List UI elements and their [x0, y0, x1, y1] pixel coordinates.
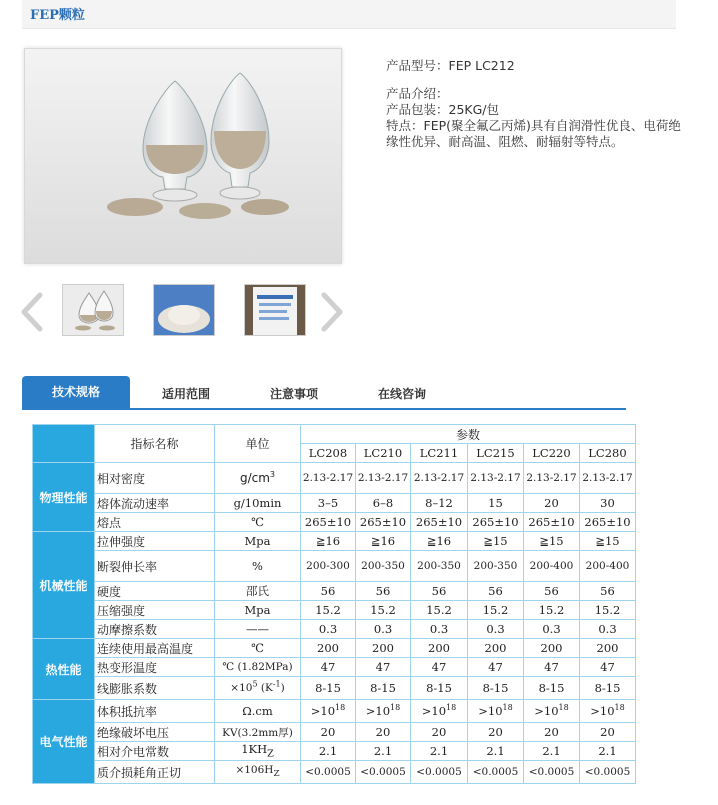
value-cell: 200-300 [301, 551, 356, 582]
row-name: 动摩擦系数 [95, 620, 215, 639]
value-cell: 8-15 [411, 677, 468, 700]
category-thermal: 热性能 [33, 639, 95, 700]
value-cell: 0.3 [411, 620, 468, 639]
model-header: LC280 [580, 444, 636, 463]
value-cell: 200 [524, 639, 580, 658]
value-cell: 2.1 [356, 742, 411, 761]
row-name: 熔体流动速率 [95, 494, 215, 513]
row-name: 相对密度 [95, 463, 215, 494]
header-name: 指标名称 [95, 425, 215, 463]
value-cell: 2.13-2.17 [411, 463, 468, 494]
row-name: 质介损耗角正切 [95, 761, 215, 784]
value-cell: 47 [356, 658, 411, 677]
tab-specs[interactable]: 技术规格 [22, 376, 130, 408]
value-cell: 2.1 [580, 742, 636, 761]
carousel-next-button[interactable] [320, 292, 344, 332]
category-physical: 物理性能 [33, 463, 95, 532]
tab-consult[interactable]: 在线咨询 [377, 387, 426, 401]
row-name: 体积抵抗率 [95, 700, 215, 723]
row-unit: ℃ [215, 639, 301, 658]
row-unit: —— [215, 620, 301, 639]
value-cell: 8–12 [411, 494, 468, 513]
row-name: 硬度 [95, 582, 215, 601]
row-name: 压缩强度 [95, 601, 215, 620]
value-cell: 20 [301, 723, 356, 742]
carousel-prev-button[interactable] [20, 292, 44, 332]
value-cell: 0.3 [356, 620, 411, 639]
model-header: LC210 [356, 444, 411, 463]
value-cell: ≧15 [524, 532, 580, 551]
tab-applications[interactable]: 适用范围 [161, 387, 210, 401]
value-cell: 200-400 [524, 551, 580, 582]
row-unit: ℃ [215, 513, 301, 532]
product-features: 特点：FEP(聚全氟乙丙烯)具有自润滑性优良、电荷绝缘性优异、耐高温、阻燃、耐辐射等特点。 [386, 118, 681, 149]
value-cell: 15.2 [524, 601, 580, 620]
value-cell: 2.13-2.17 [301, 463, 356, 494]
value-cell: 265±10 [356, 513, 411, 532]
value-cell: 200-350 [411, 551, 468, 582]
value-cell: <0.0005 [468, 761, 524, 784]
value-cell: 20 [524, 723, 580, 742]
value-cell: ≧16 [356, 532, 411, 551]
model-header: LC211 [411, 444, 468, 463]
chevron-right-icon [320, 292, 344, 332]
value-cell: 8-15 [580, 677, 636, 700]
header-corner [33, 425, 95, 463]
value-cell: 56 [524, 582, 580, 601]
value-cell: 0.3 [468, 620, 524, 639]
value-cell: 47 [411, 658, 468, 677]
value-cell: $>10^{18}$ [356, 700, 411, 723]
product-main-image[interactable] [24, 48, 342, 264]
row-unit: 邵氏 [215, 582, 301, 601]
product-intro-label: 产品介绍： [386, 86, 449, 101]
value-cell: 265±10 [524, 513, 580, 532]
value-cell: 56 [411, 582, 468, 601]
value-cell: 2.13-2.17 [580, 463, 636, 494]
value-cell: 200-400 [580, 551, 636, 582]
value-cell: 8-15 [524, 677, 580, 700]
value-cell: <0.0005 [411, 761, 468, 784]
value-cell: 8-15 [301, 677, 356, 700]
row-name: 绝缘破坏电压 [95, 723, 215, 742]
chevron-left-icon [20, 292, 44, 332]
value-cell: 200-350 [468, 551, 524, 582]
thumbnail-granules[interactable] [153, 284, 215, 336]
value-cell: $>10^{18}$ [468, 700, 524, 723]
value-cell: 265±10 [468, 513, 524, 532]
value-cell: 2.1 [524, 742, 580, 761]
value-cell: <0.0005 [301, 761, 356, 784]
value-cell: <0.0005 [580, 761, 636, 784]
header-unit: 单位 [215, 425, 301, 463]
value-cell: 2.13-2.17 [468, 463, 524, 494]
value-cell: $>10^{18}$ [580, 700, 636, 723]
value-cell: 56 [301, 582, 356, 601]
value-cell: 30 [580, 494, 636, 513]
row-unit: Mpa [215, 601, 301, 620]
value-cell: 265±10 [411, 513, 468, 532]
value-cell: 56 [356, 582, 411, 601]
title-bar [22, 0, 676, 29]
value-cell: 8-15 [356, 677, 411, 700]
row-unit: $1KH_Z$ [215, 742, 301, 761]
model-header: LC208 [301, 444, 356, 463]
value-cell: 47 [580, 658, 636, 677]
value-cell: 20 [411, 723, 468, 742]
value-cell: 0.3 [301, 620, 356, 639]
value-cell: 0.3 [524, 620, 580, 639]
value-cell: ≧15 [468, 532, 524, 551]
value-cell: <0.0005 [356, 761, 411, 784]
model-header: LC215 [468, 444, 524, 463]
value-cell: 15 [468, 494, 524, 513]
value-cell: 3–5 [301, 494, 356, 513]
value-cell: 47 [301, 658, 356, 677]
value-cell: 2.13-2.17 [356, 463, 411, 494]
row-name: 线膨胀系数 [95, 677, 215, 700]
value-cell: 47 [524, 658, 580, 677]
thumbnail-carousel [20, 284, 350, 340]
row-name: 热变形温度 [95, 658, 215, 677]
tab-notes[interactable]: 注意事项 [269, 387, 318, 401]
product-package: 产品包装：25KG/包 [386, 102, 500, 117]
value-cell: 56 [468, 582, 524, 601]
value-cell: 200 [580, 639, 636, 658]
spec-table [32, 424, 636, 784]
detail-tabs [22, 376, 626, 410]
value-cell: $>10^{18}$ [524, 700, 580, 723]
row-unit: ℃ (1.82MPa) [215, 658, 301, 677]
product-info [386, 58, 686, 150]
thumbnail-flasks[interactable] [62, 284, 124, 336]
value-cell: 200 [356, 639, 411, 658]
value-cell: 56 [580, 582, 636, 601]
thumbnail-bag[interactable] [244, 284, 306, 336]
value-cell: 15.2 [468, 601, 524, 620]
page-title: FEP颗粒 [30, 8, 85, 23]
value-cell: ≧15 [580, 532, 636, 551]
thumbnail-granules-image [154, 285, 214, 335]
row-unit: $\times 106H_Z$ [215, 761, 301, 784]
value-cell: 15.2 [356, 601, 411, 620]
thumbnail-flasks-image [63, 285, 123, 335]
value-cell: 200 [411, 639, 468, 658]
model-header: LC220 [524, 444, 580, 463]
row-name: 连续使用最高温度 [95, 639, 215, 658]
value-cell: 20 [524, 494, 580, 513]
row-unit: KV(3.2mm厚) [215, 723, 301, 742]
value-cell: $>10^{18}$ [301, 700, 356, 723]
value-cell: 265±10 [580, 513, 636, 532]
row-unit: Mpa [215, 532, 301, 551]
value-cell: 200-350 [356, 551, 411, 582]
thumbnail-bag-image [245, 285, 305, 335]
row-unit: % [215, 551, 301, 582]
value-cell: 200 [468, 639, 524, 658]
header-params: 参数 [301, 425, 636, 444]
value-cell: 265±10 [301, 513, 356, 532]
row-unit: $g/cm^3$ [215, 463, 301, 494]
value-cell: 20 [356, 723, 411, 742]
row-unit: $\times 10^5$ $(K^{-1})$ [215, 677, 301, 700]
value-cell: 0.3 [580, 620, 636, 639]
product-model: 产品型号：FEP LC212 [386, 58, 515, 73]
row-name: 相对介电常数 [95, 742, 215, 761]
row-name: 拉伸强度 [95, 532, 215, 551]
value-cell: 15.2 [411, 601, 468, 620]
product-photo-illustration [25, 49, 341, 263]
value-cell: 20 [580, 723, 636, 742]
value-cell: <0.0005 [524, 761, 580, 784]
row-unit: Ω.cm [215, 700, 301, 723]
row-name: 熔点 [95, 513, 215, 532]
value-cell: 2.1 [411, 742, 468, 761]
value-cell: 15.2 [301, 601, 356, 620]
value-cell: 2.13-2.17 [524, 463, 580, 494]
value-cell: ≧16 [301, 532, 356, 551]
value-cell: 8-15 [468, 677, 524, 700]
category-mechanical: 机械性能 [33, 532, 95, 639]
value-cell: ≧16 [411, 532, 468, 551]
value-cell: 15.2 [580, 601, 636, 620]
value-cell: 2.1 [301, 742, 356, 761]
row-name: 断裂伸长率 [95, 551, 215, 582]
row-unit: g/10min [215, 494, 301, 513]
value-cell: $>10^{18}$ [411, 700, 468, 723]
value-cell: 200 [301, 639, 356, 658]
value-cell: 20 [468, 723, 524, 742]
value-cell: 2.1 [468, 742, 524, 761]
category-electrical: 电气性能 [33, 700, 95, 784]
value-cell: 6–8 [356, 494, 411, 513]
value-cell: 47 [468, 658, 524, 677]
